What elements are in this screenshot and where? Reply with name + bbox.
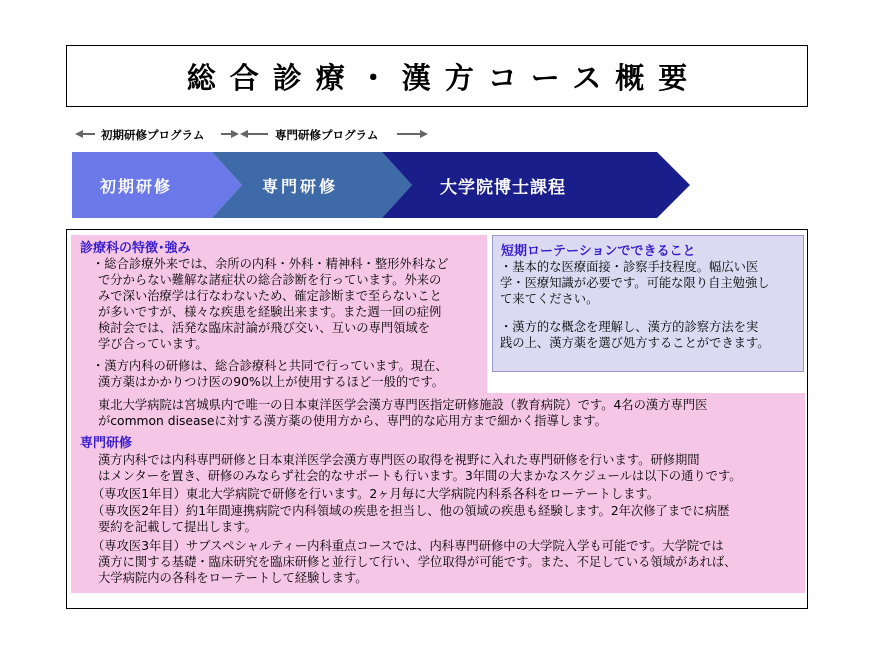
stage-label-initial: 初期研修 <box>100 176 173 196</box>
features-line: みで深い治療学は行なわないため、確定診断まで至らないこと <box>98 289 442 303</box>
specialist-line: （専攻医3年目）サブスペシャルティー内科重点コースでは、内科専門研修中の大学院入学も可能です。大学院では <box>92 539 724 553</box>
features-line: が多いですが、様々な疾患を経験出来ます。また週一回の症例 <box>98 305 442 319</box>
features-line: 漢方薬はかかりつけ医の90%以上が使用するほど一般的です。 <box>98 375 445 389</box>
features-line: ・総合診療外来では、余所の内科・外科・精神科・整形外科など <box>92 257 449 271</box>
stage-label-graduate: 大学院博士課程 <box>440 177 566 198</box>
specialist-line: 大学病院内の各科をローテートして経験します。 <box>98 571 368 585</box>
arrow-line-mid2 <box>246 133 268 135</box>
specialist-line: （専攻医1年目）東北大学病院で研修を行います。2ヶ月毎に大学病院内科系各科をローテートします。 <box>92 487 660 501</box>
features-line: 学び合っています。 <box>98 337 208 351</box>
features-line: 検討会では、活発な臨床討論が飛び交い、互いの専門領域を <box>98 321 431 335</box>
features-heading: 診療科の特徴･強み <box>80 241 191 256</box>
features-line: ・漢方内科の研修は、総合診療科と共同で行っています。現在、 <box>92 359 448 373</box>
short-rotation-line: 践の上、漢方薬を選び処方することができます。 <box>500 336 770 350</box>
arrow-right-icon <box>420 130 428 138</box>
specialist-heading: 専門研修 <box>80 436 133 451</box>
arrow-line-mid <box>221 133 233 135</box>
arrow-labels <box>0 127 873 143</box>
stage-label-specialist: 専門研修 <box>262 176 339 196</box>
specialist-line: 要約を記載して提出します。 <box>98 520 257 534</box>
short-rotation-line: ・漢方的な概念を理解し、漢方的診察方法を実 <box>500 320 759 334</box>
page-title: 総合診療・漢方コース概要 <box>186 60 702 95</box>
specialist-line: 漢方に関する基礎・臨床研究を臨床研修と並行して行い、学位取得が可能です。また、不足している領域があれば、 <box>98 555 737 569</box>
initial-program-label: 初期研修プログラム <box>101 128 205 142</box>
specialist-line: はメンターを置き、研修のみならず社会的なサポートも行います。3年間の大まかなスケジュールは以下の通りです。 <box>98 469 742 483</box>
specialist-program-label: 専門研修プログラム <box>275 128 379 142</box>
specialist-line: 漢方内科では内科専門研修と日本東洋医学会漢方専門医の取得を視野に入れた専門研修を行います。研修期間 <box>98 453 700 467</box>
arrow-line-specialist <box>397 133 421 135</box>
features-full-line: 東北大学病院は宮城県内で唯一の日本東洋医学会漢方専門医指定研修施設（教育病院）です。4名の漢方専門医 <box>98 398 708 412</box>
short-rotation-heading: 短期ローテーションでできること <box>501 244 696 259</box>
short-rotation-line: ・基本的な医療面接・診察手技程度。幅広い医 <box>500 260 759 274</box>
features-full-line: がcommon diseaseに対する漢方薬の使用方から、専門的な応用方まで細かく指導します。 <box>98 414 607 428</box>
short-rotation-line: て来てください。 <box>500 292 599 306</box>
title-box <box>66 45 808 107</box>
short-rotation-line: 学・医療知識が必要です。可能な限り自主勉強し <box>500 276 770 290</box>
features-line: で分からない難解な諸症状の総合診断を行っています。外来の <box>98 273 442 287</box>
specialist-line: （専攻医2年目）約1年間連携病院で内科領域の疾患を担当し、他の領域の疾患も経験します。2年次修了までに病歴 <box>92 504 730 518</box>
stage-chevrons <box>72 152 692 218</box>
